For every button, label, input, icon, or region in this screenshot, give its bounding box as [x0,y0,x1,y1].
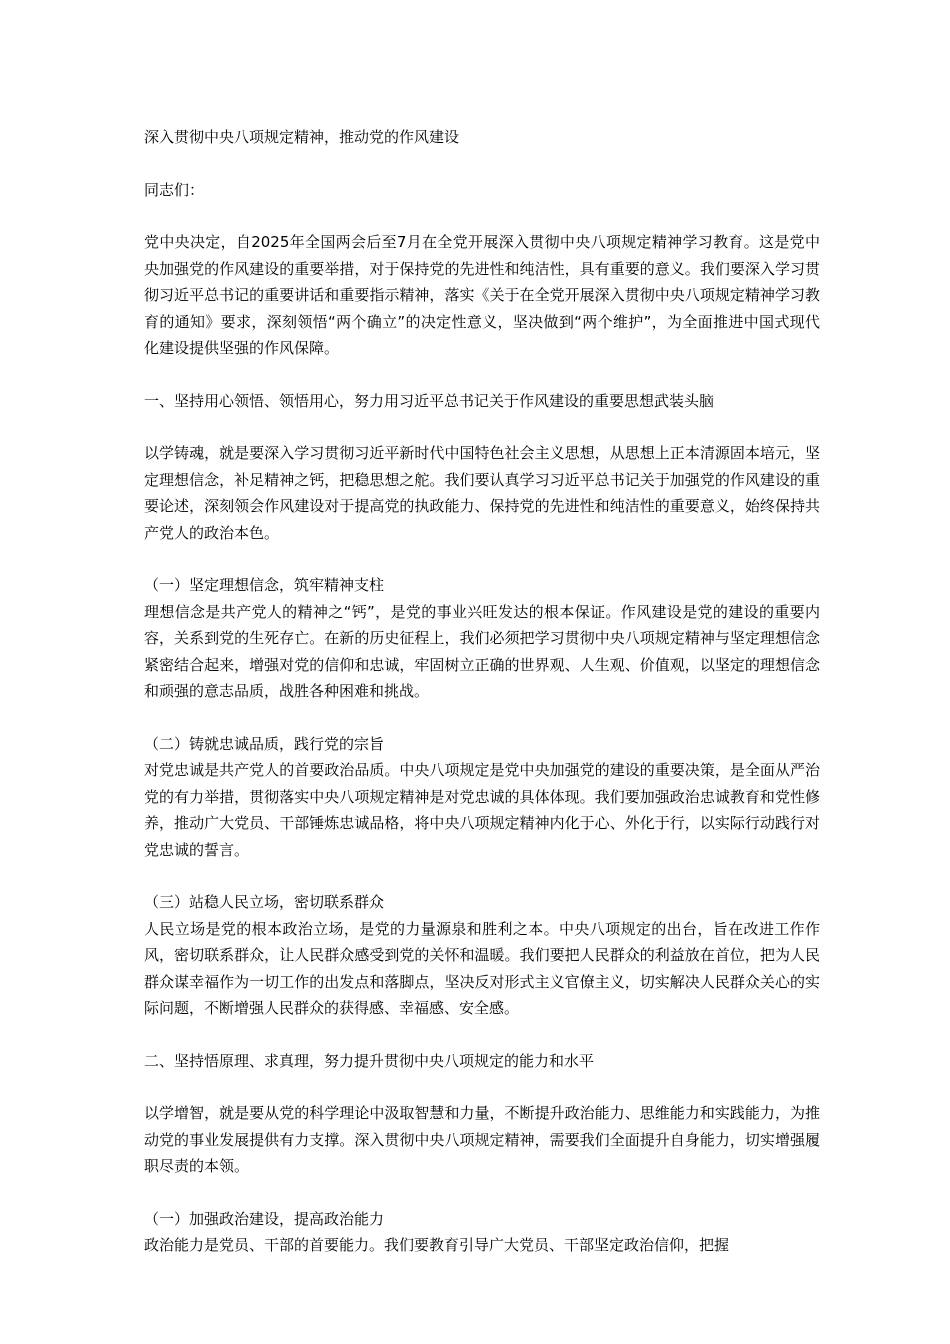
section-1-heading: 一、坚持用心领悟、领悟用心，努力用习近平总书记关于作风建设的重要思想武装头脑 [144,391,715,410]
salutation: 同志们： [144,180,205,199]
section-1-sub-3-heading: （三）站稳人民立场，密切联系群众 [144,893,385,911]
section-2-heading: 二、坚持悟原理、求真理，努力提升贯彻中央八项规定的能力和水平 [144,1051,595,1070]
section-1-sub-3-paragraph: 人民立场是党的根本政治立场，是党的力量源泉和胜利之本。中央八项规定的出台，旨在改进工作作风，密切联系群众，让人民群众感受到党的关怀和温暖。我们要把人民群众的利益放在首位，把为人民群众谋幸福作为一切工作的出发点和落脚点，坚决反对形式主义官僚主义，切实解决人民群众关心的实际问题，不断增强人民群众的获得感、幸福感、安全感。 [144,919,820,1017]
section-2-sub-1-heading: （一）加强政治建设，提高政治能力 [144,1209,385,1228]
section-1-sub-2-paragraph: 对党忠诚是共产党人的首要政治品质。中央八项规定是党中央加强党的建设的重要决策，是全面从严治党的有力举措，贯彻落实中央八项规定精神是对党忠诚的具体体现。我们要加强政治忠诚教育和党性修养，推动广大党员、干部锤炼忠诚品格，将中央八项规定精神内化于心、外化于行，以实际行动践行对党忠诚的誓言。 [144,761,820,859]
section-1-paragraph: 以学铸魂，就是要深入学习贯彻习近平新时代中国特色社会主义思想，从思想上正本清源固本培元，坚定理想信念，补足精神之钙，把稳思想之舵。我们要认真学习习近平总书记关于加强党的作风建设的重要论述，深刻领会作风建设对于提高党的执政能力、保持党的先进性和纯洁性的重要意义，始终保持共产党人的政治本色。 [144,444,820,542]
section-2-sub-1-paragraph: 政治能力是党员、干部的首要能力。我们要教育引导广大党员、干部坚定政治信仰，把握 [144,1236,730,1254]
document-title: 深入贯彻中央八项规定精神，推动党的作风建设 [144,128,460,146]
section-1-sub-1-paragraph: 理想信念是共产党人的精神之“钙”，是党的事业兴旺发达的根本保证。作风建设是党的建设的重要内容，关系到党的生死存亡。在新的历史征程上，我们必须把学习贯彻中央八项规定精神与坚定理想信念紧密结合起来，增强对党的信仰和忠诚，牢固树立正确的世界观、人生观、价值观，以坚定的理想信念和顽强的意志品质，战胜各种困难和挑战。 [144,602,820,700]
section-2-paragraph: 以学增智，就是要从党的科学理论中汲取智慧和力量，不断提升政治能力、思维能力和实践能力，为推动党的事业发展提供有力支撑。深入贯彻中央八项规定精神，需要我们全面提升自身能力，切实增强履职尽责的本领。 [144,1104,820,1175]
section-1-sub-2-heading: （二）铸就忠诚品质，践行党的宗旨 [144,734,385,753]
document-page [144,124,820,1259]
intro-paragraph: 党中央决定，自2025年全国两会后至7月在全党开展深入贯彻中央八项规定精神学习教育。这是党中央加强党的作风建设的重要举措，对于保持党的先进性和纯洁性，具有重要的意义。我们要深入学习贯彻习近平总书记的重要讲话和重要指示精神，落实《关于在全党开展深入贯彻中央八项规定精神学习教育的通知》要求，深刻领悟“两个确立”的决定性意义，坚决做到“两个维护”，为全面推进中国式现代化建设提供坚强的作风保障。 [144,233,820,357]
section-1-sub-1-heading: （一）坚定理想信念，筑牢精神支柱 [144,576,385,594]
